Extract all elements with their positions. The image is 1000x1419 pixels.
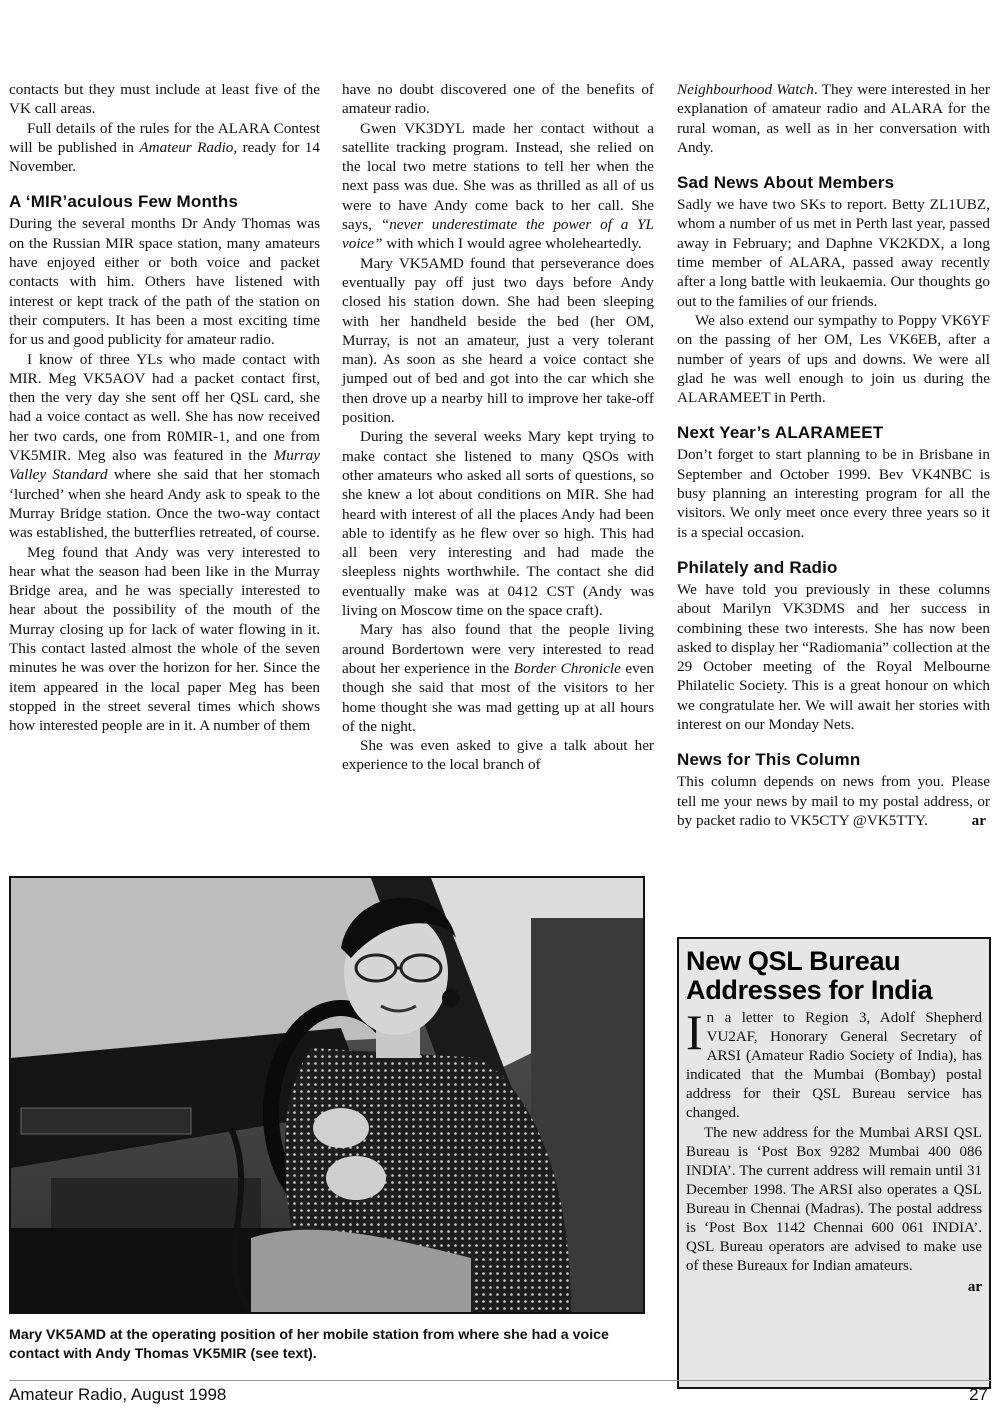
organisation-name: Neighbourhood Watch <box>677 81 814 98</box>
section-heading-news: News for This Column <box>677 750 861 770</box>
paragraph: We also extend our sympathy to Poppy VK6YF on the passing of her OM, Les VK6EB, after a number of years of ups and downs. We were all glad he was well enough to join us during the ALARAMEET in Perth. <box>677 311 990 407</box>
paragraph: During the several months Dr Andy Thomas was on the Russian MIR space station, many amateurs have enjoyed either or both voice and packet contacts with him. Others have listened with interest or kept track of the path of the station on their computers. It has been a most exciting time for us and good publicity for amateur radio. <box>9 215 320 349</box>
paragraph: Neighbourhood Watch. They were interested in her explanation of amateur radio and ALARA for the rural woman, as well as in her conversation with Andy. <box>677 81 990 156</box>
paragraph: She was even asked to give a talk about her experience to the local branch of <box>342 737 654 774</box>
paragraph: Mary has also found that the people living around Bordertown were very interested to read about her experience in the Border Chronicle even though she said that most of the visitors to her home thought she was mad getting up at all hours of the night. <box>342 621 654 735</box>
paragraph: Full details of the rules for the ALARA Contest will be published in Amateur Radio, ready for 14 November. <box>9 119 320 176</box>
paragraph: Gwen VK3DYL made her contact without a satellite tracking program. Instead, she relied on the local two metre stations to tell her when the next pass was due. She was as thrilled as all of us were to have Andy come back to her call. She says, “never underestimate the power of a YL voice” with which I would agree wholeheartedly. <box>342 119 654 253</box>
paragraph: Mary VK5AMD found that perseverance does eventually pay off just two days before Andy closed his station down. She had been sleeping with her handheld beside the bed (her OM, Murray, is not an amateur, just a very tolerant man). As soon as she heard a voice contact she jumped out of bed and got into the car which she then drove up a nearby hill to improve her take-off position. <box>342 254 654 427</box>
column-2 <box>342 80 654 775</box>
paragraph: Sadly we have two SKs to report. Betty ZL1UBZ, whom a number of us met in Perth last year, passed away in February; and Daphne VK2KDX, a long time member of ALARA, passed away recently after a long battle with leukaemia. Our thoughts go out to the families of our friends. <box>677 196 990 310</box>
paragraph: have no doubt discovered one of the benefits of amateur radio. <box>342 81 654 118</box>
section-heading-sad-news: Sad News About Members <box>677 173 895 193</box>
end-mark: ar <box>971 811 986 829</box>
column-1 <box>9 80 320 736</box>
paragraph: This column depends on news from you. Please tell me your news by mail to my postal address, or by packet radio to VK5CTY @VK5TTY. ar <box>677 773 990 829</box>
photo-mary-in-car <box>9 876 645 1314</box>
newspaper-title: Murray Valley Standard <box>9 447 320 484</box>
newspaper-title: Border Chronicle <box>513 659 621 677</box>
qsl-bureau-box <box>677 937 991 1389</box>
end-mark: ar <box>967 1279 982 1296</box>
column-3 <box>677 80 990 830</box>
page-number: 27 <box>969 1385 988 1404</box>
quote: “never underestimate the power of a YL voice” <box>342 216 654 253</box>
paragraph: The new address for the Mumbai ARSI QSL Bureau is ‘Post Box 9282 Mumbai 400 086 INDIA’. The current address will remain until 31 December 1998. The ARSI also operates a QSL Bureau in Chennai (Madras). The postal address is ‘Post Box 1142 Chennai 600 061 INDIA’. QSL Bureau operators are advised to make use of these Bureaux for Indian amateurs. <box>686 1124 982 1275</box>
paragraph: Meg found that Andy was very interested to hear what the season had been like in the Murray Bridge area, and he was specially interested to hear about the possibility of the mouth of the Murray closing up for lack of water flowing in it. This contact lasted almost the whole of the seven minutes he was over the horizon for her. Since the item appeared in the local paper Meg has been stopped in the street several times which shows how interested people are in it. A number of them <box>9 543 320 735</box>
paragraph: We have told you previously in these columns about Marilyn VK3DMS and her success in combining these two interests. She has now been asked to display her “Radiomania” collection at the 29 October meeting of the Royal Melbourne Philatelic Society. This is a great honour on which we congratulate her. We will await her stories with interest on our Monday Nets. <box>677 580 990 734</box>
paragraph: During the several weeks Mary kept trying to make contact she listened to many QSOs with other amateurs who asked all sorts of questions, so she knew a lot about conditions on MIR. She had heard with interest of all the places Andy had been able to identify as he flew over so high. This had all been very interesting and had made the sleepless nights worthwhile. The contact she did eventually make was at 0412 CST (Andy was living on Moscow time on the space craft). <box>342 428 654 620</box>
publication-title: Amateur Radio <box>139 138 234 156</box>
paragraph: In a letter to Region 3, Adolf Shepherd VU2AF, Honorary General Secretary of ARSI (Amateur Radio Society of India), has indicated that the Mumbai (Bombay) postal address for their QSL Bureau service has changed. <box>686 1004 982 1122</box>
drop-cap: I <box>686 1004 703 1060</box>
footer-rule <box>9 1380 991 1381</box>
photo-caption: Mary VK5AMD at the operating position of her mobile station from where she had a voice contact with Andy Thomas VK5MIR (see text). <box>9 1327 609 1362</box>
section-heading-philately: Philately and Radio <box>677 557 838 577</box>
box-title: New QSL Bureau Addresses for India <box>686 946 933 1005</box>
paragraph: contacts but they must include at least five of the VK call areas. <box>9 81 320 118</box>
paragraph: I know of three YLs who made contact with MIR. Meg VK5AOV had a packet contact first, then the very day she sent off her QSL card, she had a voice contact as well. She has now received her two cards, one from R0MIR-1, and one from VK5MIR. Meg also was featured in the Murray Valley Standard where she said that her stomach ‘lurched’ when she heard Andy ask to speak to the Murray Bridge station. Once the two-way contact was established, the butterflies retreated, of course. <box>9 350 320 542</box>
paragraph: Don’t forget to start planning to be in Brisbane in September and October 1999. Bev VK4NBC is busy planning an interesting program for all the visitors. We only meet once every three years so it is a special occasion. <box>677 446 990 541</box>
car-interior-illustration <box>11 878 643 1312</box>
section-heading-alarameet: Next Year’s ALARAMEET <box>677 423 884 443</box>
section-heading-mir: A ‘MIR’aculous Few Months <box>9 192 239 212</box>
footer-publication: Amateur Radio, August 1998 <box>9 1385 227 1404</box>
